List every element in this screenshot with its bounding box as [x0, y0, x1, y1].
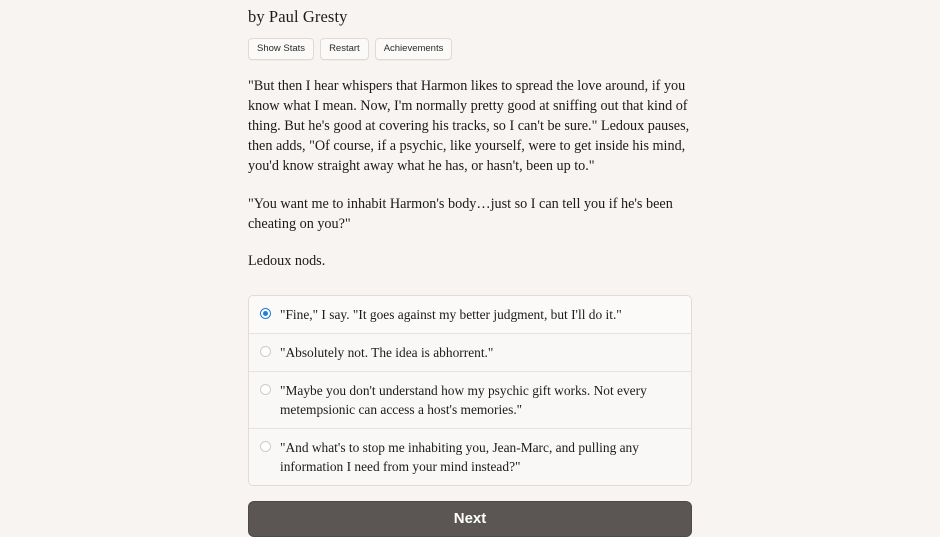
- radio-button-icon[interactable]: [260, 384, 271, 395]
- choice-label: "Absolutely not. The idea is abhorrent.": [280, 345, 494, 361]
- restart-button[interactable]: Restart: [320, 38, 369, 60]
- choice-option[interactable]: [249, 428, 691, 485]
- achievements-button[interactable]: Achievements: [375, 38, 453, 60]
- game-toolbar: [248, 38, 692, 60]
- story-column: [248, 0, 692, 537]
- radio-button-selected-icon[interactable]: [260, 308, 271, 319]
- story-paragraph: "You want me to inhabit Harmon's body…just so I can tell you if he's been cheating on you?": [248, 195, 673, 232]
- story-paragraph: Ledoux nods.: [248, 252, 326, 269]
- choice-option[interactable]: [249, 296, 691, 333]
- choice-label: "And what's to stop me inhabiting you, Jean-Marc, and pulling any information I need from your mind instead?": [280, 440, 639, 475]
- story-paragraph: "But then I hear whispers that Harmon likes to spread the love around, if you know what I mean. Now, I'm normally pretty good at sniffing out that kind of thing. But he's good at covering his tracks, so I can't be sure." Ledoux pauses, then adds, "Of course, if a psychic, like yourself, were to get inside his mind, you'd know straight away what he has, or hasn't, been up to.": [248, 77, 690, 175]
- author-byline: by Paul Gresty: [248, 7, 348, 26]
- next-button[interactable]: Next: [248, 501, 692, 537]
- choice-option[interactable]: [249, 371, 691, 428]
- choice-label: "Fine," I say. "It goes against my better judgment, but I'll do it.": [280, 307, 622, 323]
- choice-label: "Maybe you don't understand how my psychic gift works. Not every metempsionic can access a host's memories.": [280, 383, 647, 418]
- radio-button-icon[interactable]: [260, 441, 271, 452]
- radio-button-icon[interactable]: [260, 346, 271, 357]
- choice-list: [248, 295, 692, 486]
- choice-option[interactable]: [249, 333, 691, 371]
- show-stats-button[interactable]: Show Stats: [248, 38, 314, 60]
